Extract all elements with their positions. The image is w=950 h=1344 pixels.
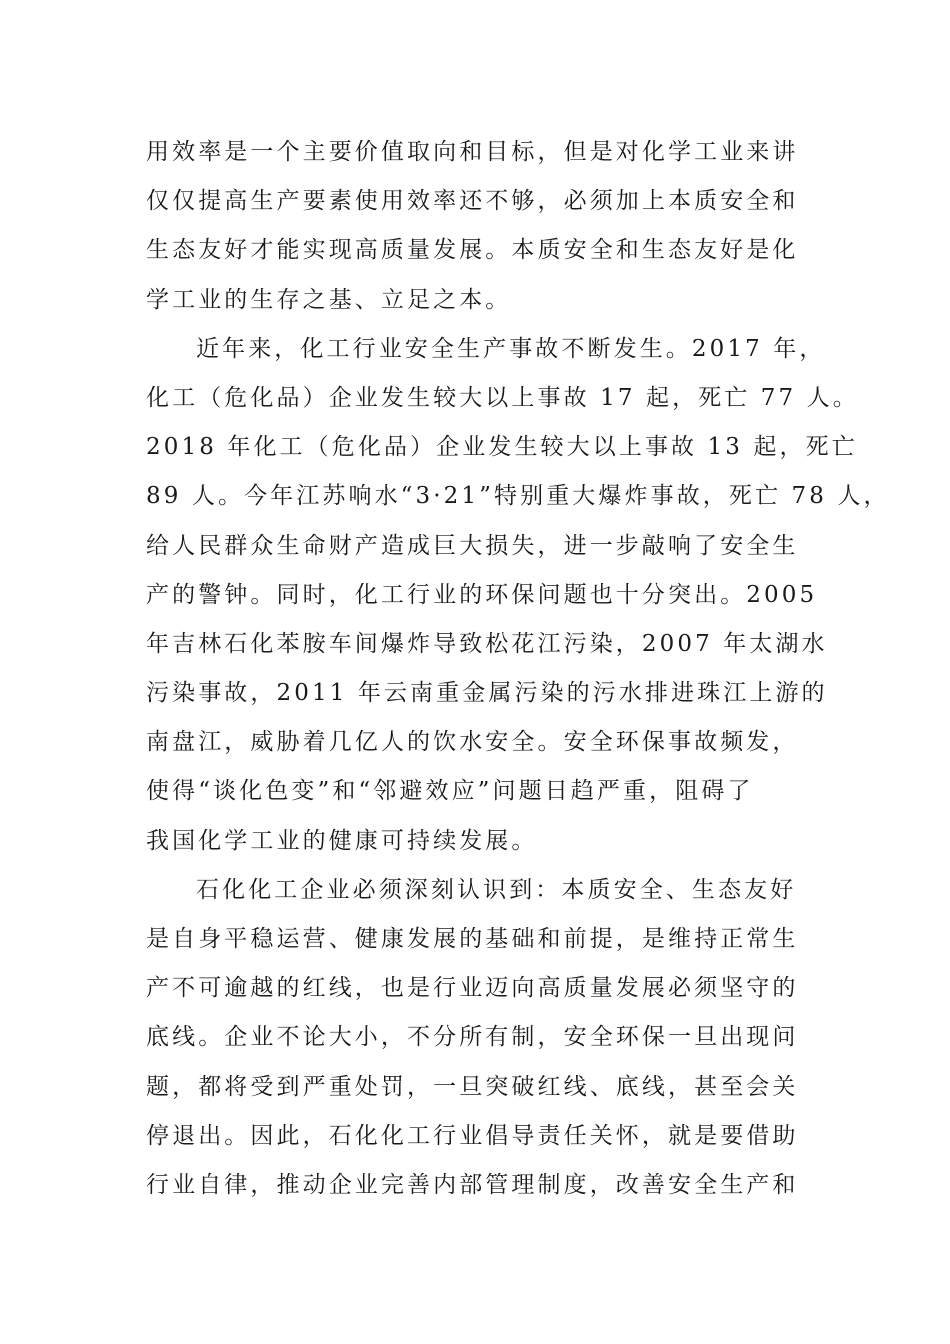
body-text: [146, 128, 890, 1210]
text-line: 停退出。因此，石化化工行业倡导责任关怀，就是要借助: [146, 1122, 799, 1149]
text-line: 89 人。今年江苏响水“3·21”特别重大爆炸事故，死亡 78 人，: [146, 483, 890, 510]
text-line: 行业自律，推动企业完善内部管理制度，改善安全生产和: [146, 1171, 799, 1198]
text-line: 底线。企业不论大小，不分所有制，安全环保一旦出现问: [146, 1024, 799, 1051]
text-line: 题，都将受到严重处罚，一旦突破红线、底线，甚至会关: [146, 1073, 799, 1100]
text-line: 化工（危化品）企业发生较大以上事故 17 起，死亡 77 人。: [146, 384, 859, 411]
text-line: 生态友好才能实现高质量发展。本质安全和生态友好是化: [146, 237, 799, 264]
text-line: 产的警钟。同时，化工行业的环保问题也十分突出。2005: [146, 581, 818, 608]
paragraph-start-line: 石化化工企业必须深刻认识到：本质安全、生态友好: [196, 876, 797, 903]
paragraph-start-line: 近年来，化工行业安全生产事故不断发生。2017 年，: [196, 335, 826, 362]
text-line: 是自身平稳运营、健康发展的基础和前提，是维持正常生: [146, 926, 799, 952]
text-line: 使得“谈化色变”和“邻避效应”问题日趋严重，阻碍了: [146, 778, 754, 805]
text-line: 仅仅提高生产要素使用效率还不够，必须加上本质安全和: [146, 188, 799, 215]
text-line: 年吉林石化苯胺车间爆炸导致松花江污染，2007 年太湖水: [146, 630, 828, 657]
text-line: 用效率是一个主要价值取向和目标，但是对化学工业来讲: [146, 139, 799, 165]
text-line: 给人民群众生命财产造成巨大损失，进一步敲响了安全生: [146, 532, 799, 559]
text-line: 污染事故，2011 年云南重金属污染的污水排进珠江上游的: [146, 680, 828, 707]
text-line: 2018 年化工（危化品）企业发生较大以上事故 13 起，死亡: [146, 434, 858, 461]
text-line: 我国化学工业的健康可持续发展。: [146, 827, 538, 854]
text-line: 学工业的生存之基、立足之本。: [146, 286, 512, 313]
text-line: 南盘江，威胁着几亿人的饮水安全。安全环保事故频发，: [146, 729, 799, 756]
text-line: 产不可逾越的红线，也是行业迈向高质量发展必须坚守的: [146, 975, 799, 1002]
